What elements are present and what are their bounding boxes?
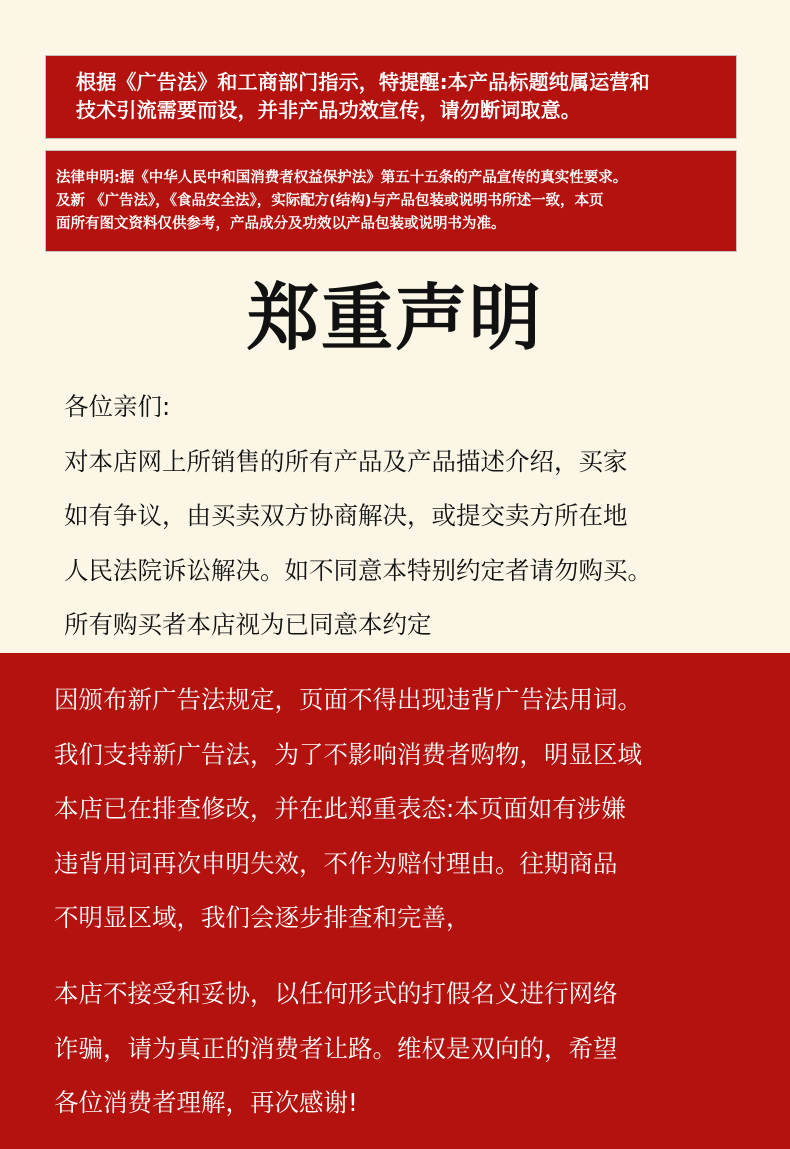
page-title: 郑重声明 [246, 276, 543, 360]
statement-line: 各位消费者理解，再次感谢! [54, 1088, 358, 1117]
ad-law-notice-box [45, 55, 737, 139]
legal-line: 法律申明:据《中华人民中和国消费者权益保护法》第五十五条的产品宣传的真实性要求。 [56, 170, 628, 186]
statement-line: 因颁布新广告法规定，页面不得出现违背广告法用词。 [54, 685, 642, 714]
statement-line: 不明显区域，我们会逐步排查和完善， [54, 903, 471, 932]
statement-block-2 [54, 967, 618, 1131]
legal-line: 及新 《广告法》，《食品安全法》，实际配方(结构)与产品包装或说明书所述一致，本页 [56, 193, 604, 209]
intro-paragraph [64, 380, 754, 653]
notice-line: 技术引流需要而设，并非产品功效宣传，请勿断词取意。 [76, 98, 581, 122]
intro-line: 如有争议，由买卖双方协商解决，或提交卖方所在地 [64, 501, 628, 530]
legal-statement-box [45, 150, 737, 252]
statement-line: 诈骗，请为真正的消费者让路。维权是双向的，希望 [54, 1033, 618, 1063]
statement-line: 我们支持新广告法，为了不影响消费者购物，明显区域 [54, 739, 642, 769]
intro-line: 对本店网上所销售的所有产品及产品描述介绍，买家 [64, 446, 628, 476]
statement-line: 本店已在排查修改，并在此郑重表态:本页面如有涉嫌 [54, 794, 626, 823]
statement-line: 违背用词再次申明失效，不作为赔付理由。往期商品 [54, 848, 618, 878]
intro-line: 所有购买者本店视为已同意本约定 [64, 610, 432, 639]
notice-line: 根据《广告法》和工商部门指示，特提醒:本产品标题纯属运营和 [76, 70, 650, 94]
statement-block-1 [54, 673, 642, 946]
intro-line: 人民法院诉讼解决。如不同意本特别约定者请勿购买。 [64, 555, 652, 585]
statement-line: 本店不接受和妥协，以任何形式的打假名义进行网络 [54, 979, 618, 1008]
legal-line: 面所有图文资料仅供参考，产品成分及功效以产品包装或说明书为准。 [56, 216, 506, 232]
intro-line: 各位亲们: [64, 392, 171, 421]
statement-section [0, 653, 790, 1149]
